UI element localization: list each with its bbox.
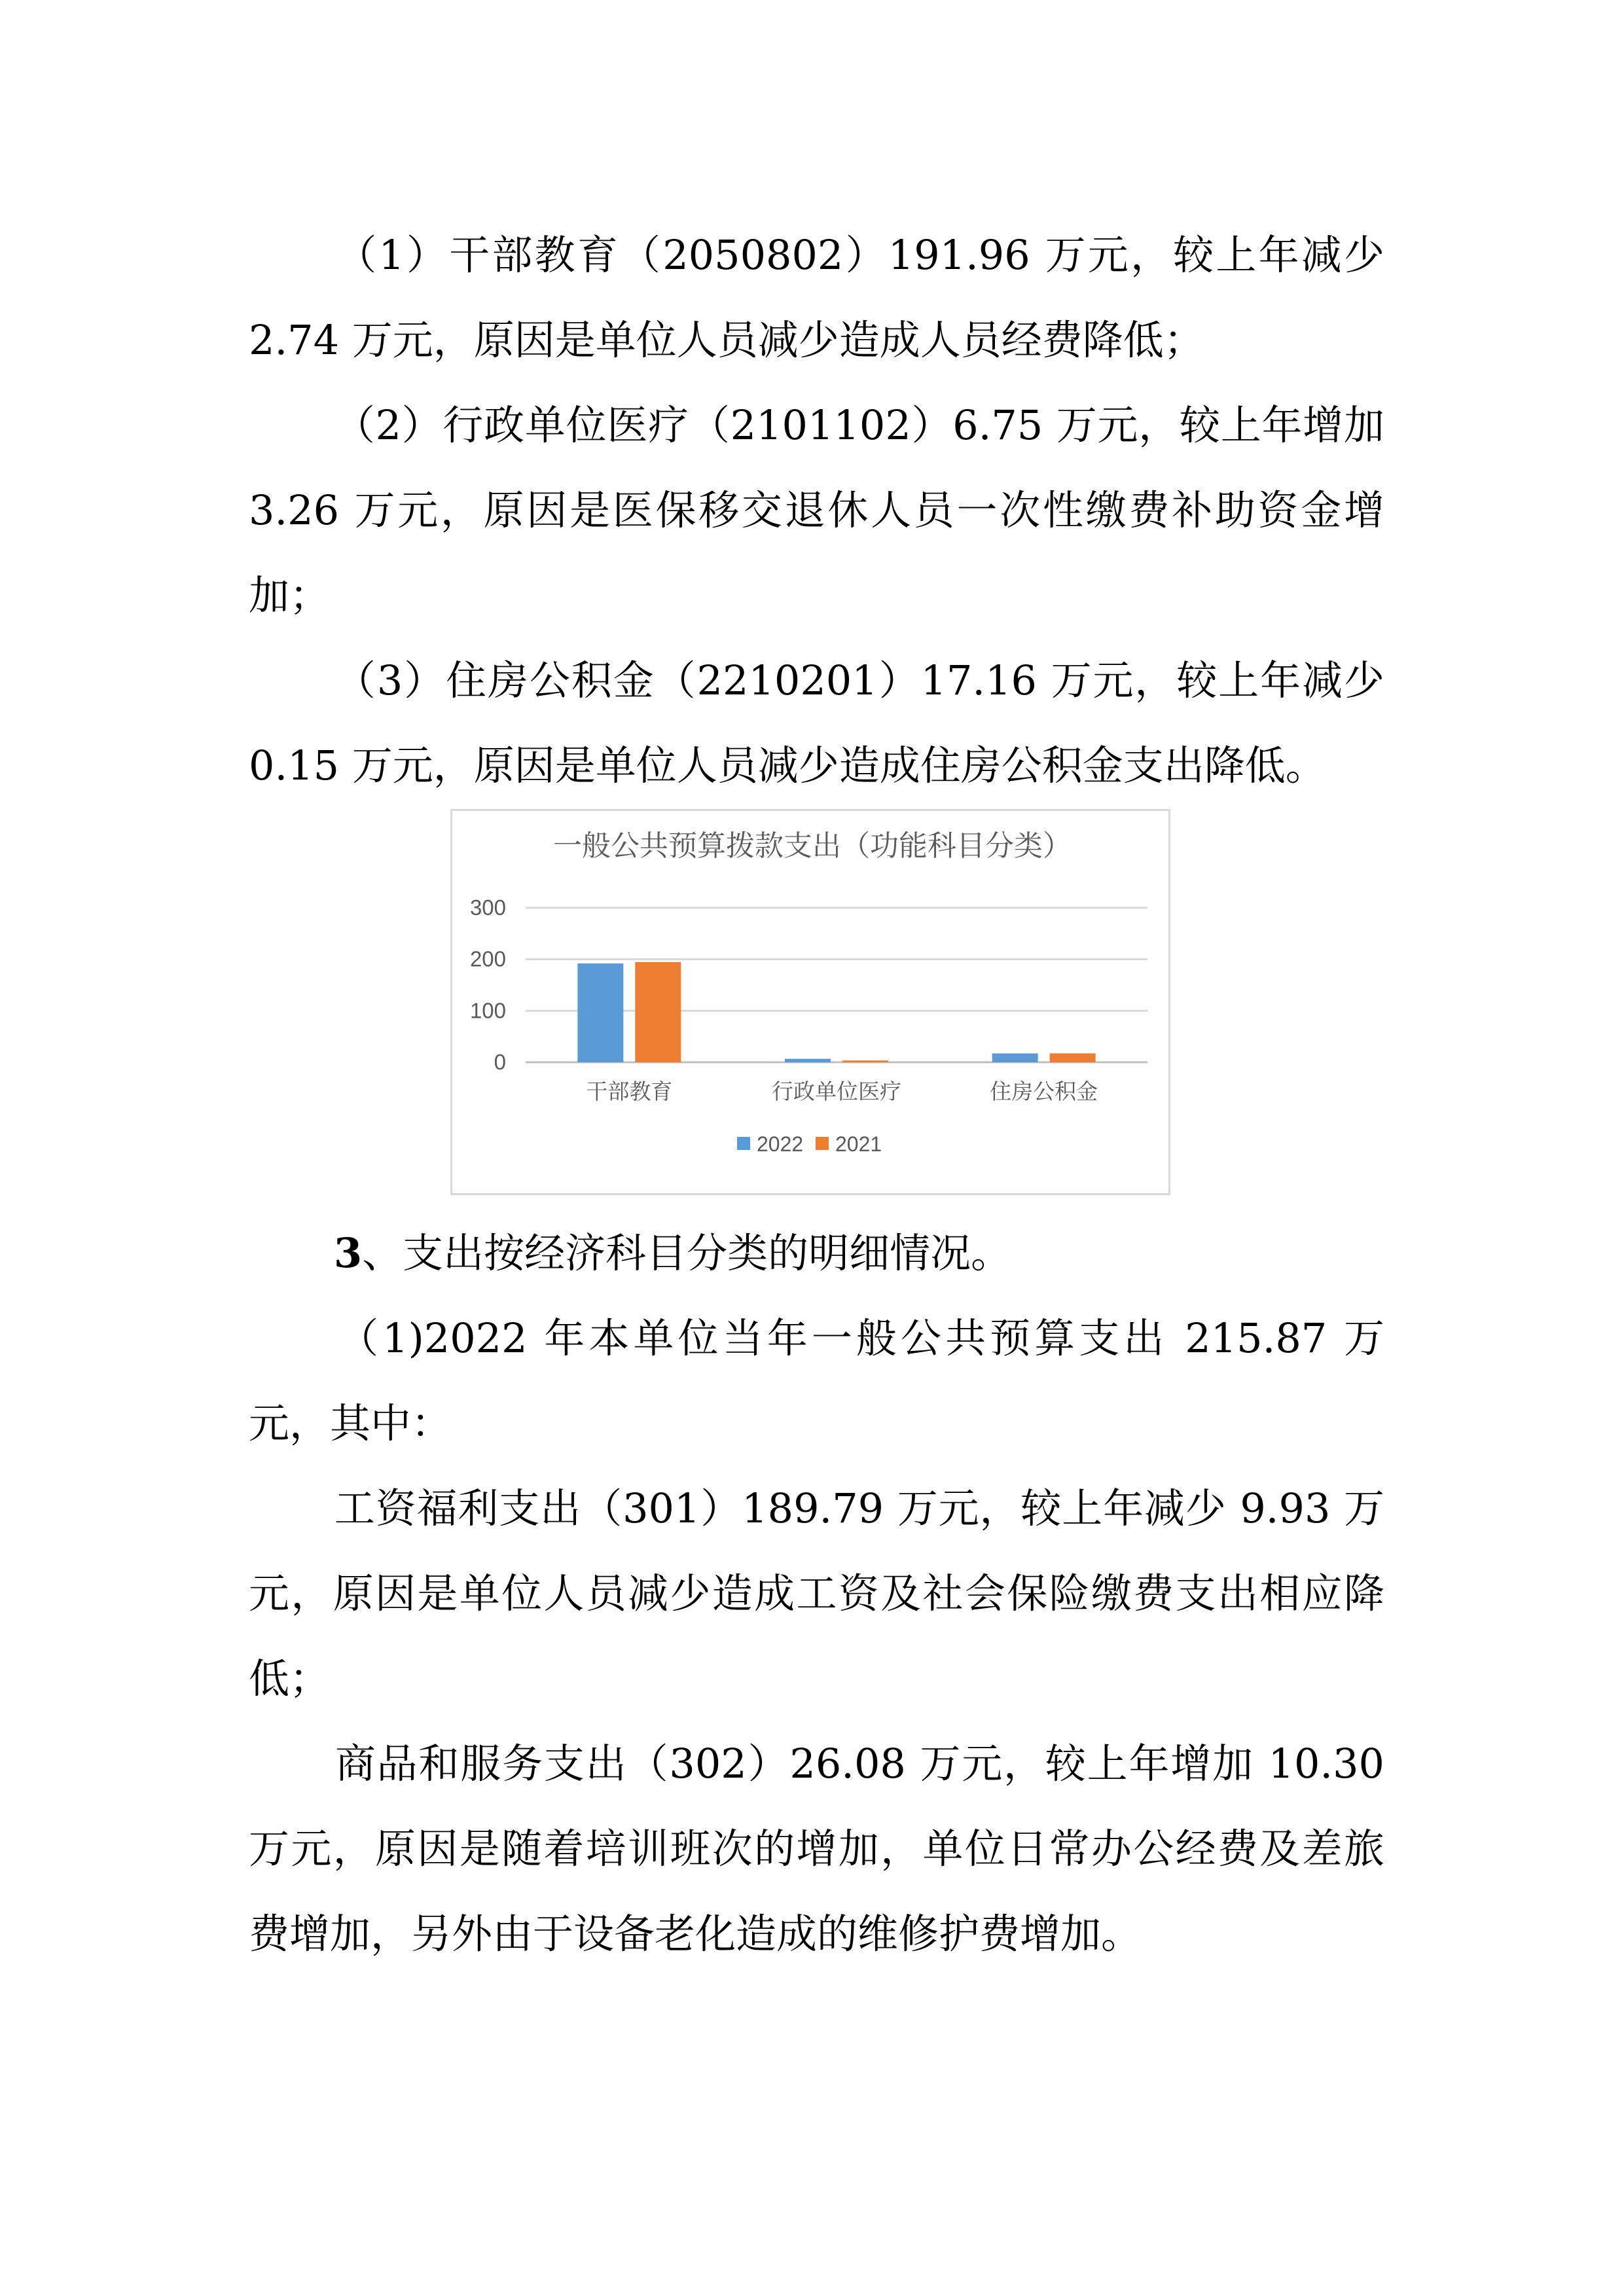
paragraph-housing-fund: （3）住房公积金（2210201）17.16 万元，较上年减少 0.15 万元，原因是单位人员减少造成住房公积金支出降低。 [249, 656, 1384, 789]
y-tick-label: 300 [469, 895, 506, 920]
legend-swatch-2021 [816, 1137, 829, 1150]
y-tick-label: 0 [494, 1050, 506, 1074]
paragraph-total-expenditure: （1)2022 年本单位当年一般公共预算支出 215.87 万元，其中： [249, 1314, 1384, 1447]
chart-x-axis [586, 1079, 1098, 1104]
bar-2021-1 [842, 1060, 888, 1062]
bar-2021-2 [1050, 1053, 1096, 1062]
y-tick-label: 100 [469, 998, 506, 1023]
chart-y-axis [470, 895, 506, 1074]
y-tick-label: 200 [469, 946, 506, 971]
bar-2021-0 [635, 962, 681, 1062]
budget-chart [450, 809, 1170, 1195]
bar-2022-1 [785, 1059, 831, 1062]
bar-2022-2 [992, 1054, 1038, 1062]
chart-legend [737, 1132, 882, 1156]
paragraph-salary-welfare: 工资福利支出（301）189.79 万元，较上年减少 9.93 万元，原因是单位人员减少造成工资及社会保险缴费支出相应降低； [249, 1484, 1384, 1702]
chart-bars [577, 962, 1095, 1062]
x-category-label: 行政单位医疗 [772, 1079, 901, 1104]
paragraph-administrative-medical: （2）行政单位医疗（2101102）6.75 万元，较上年增加 3.26 万元，原因是医保移交退休人员一次性缴费补助资金增加； [249, 401, 1384, 619]
bar-2022-0 [577, 963, 623, 1062]
budget-chart-svg [452, 811, 1172, 1197]
x-category-label: 干部教育 [586, 1079, 673, 1104]
legend-swatch-2022 [737, 1137, 750, 1150]
x-category-label: 住房公积金 [990, 1079, 1098, 1104]
legend-label: 2021 [835, 1132, 882, 1156]
paragraph-goods-services: 商品和服务支出（302）26.08 万元，较上年增加 10.30 万元，原因是随着培训班次的增加，单位日常办公经费及差旅费增加，另外由于设备老化造成的维修护费增加。 [249, 1740, 1384, 1958]
legend-label: 2022 [757, 1132, 804, 1156]
section-heading-economic-classification: 3、支出按经济科目分类的明细情况。 [334, 1229, 1012, 1277]
paragraph-cadre-education: （1）干部教育（2050802）191.96 万元，较上年减少 2.74 万元，原因是单位人员减少造成人员经费降低； [249, 231, 1384, 364]
chart-title: 一般公共预算拨款支出（功能科目分类） [553, 829, 1072, 863]
